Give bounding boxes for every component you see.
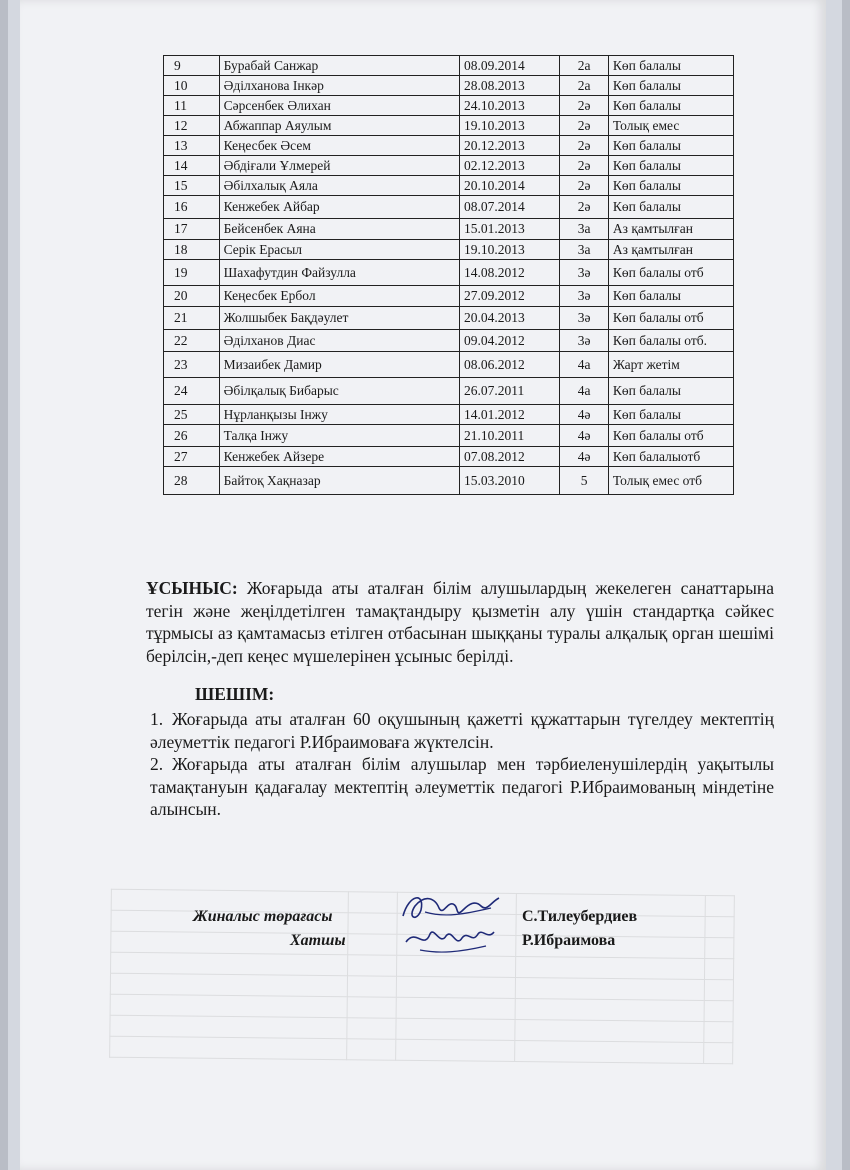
table-row	[164, 260, 734, 286]
row-number-cell: 9	[164, 56, 220, 76]
birth-date-cell: 24.10.2013	[459, 96, 559, 116]
student-name-cell: Серік Ерасыл	[219, 240, 459, 260]
row-number-cell: 19	[164, 260, 220, 286]
birth-date-cell: 08.07.2014	[459, 196, 559, 219]
row-number-cell: 21	[164, 307, 220, 330]
class-cell: 2ә	[560, 96, 609, 116]
category-cell: Көп балалы	[608, 196, 733, 219]
student-name-cell: Байтоқ Хақназар	[219, 467, 459, 495]
row-number-cell: 18	[164, 240, 220, 260]
row-number-cell: 28	[164, 467, 220, 495]
row-number-cell: 27	[164, 447, 220, 467]
student-name-cell: Кеңесбек Ербол	[219, 286, 459, 307]
category-cell: Толық емес отб	[608, 467, 733, 495]
table-row	[164, 116, 734, 136]
row-number-cell: 15	[164, 176, 220, 196]
class-cell: 3а	[560, 240, 609, 260]
table-row	[164, 378, 734, 405]
birth-date-cell: 08.09.2014	[459, 56, 559, 76]
class-cell: 2а	[560, 76, 609, 96]
decision-item-number: 1.	[150, 709, 164, 729]
class-cell: 2а	[560, 56, 609, 76]
chair-title: Жиналыс төрағасы	[193, 908, 333, 925]
category-cell: Жарт жетім	[608, 352, 733, 378]
row-number-cell: 24	[164, 378, 220, 405]
class-cell: 4а	[560, 352, 609, 378]
student-name-cell: Бурабай Санжар	[219, 56, 459, 76]
category-cell: Көп балалы отб.	[608, 330, 733, 352]
birth-date-cell: 07.08.2012	[459, 447, 559, 467]
student-name-cell: Жолшыбек Бақдәулет	[219, 307, 459, 330]
row-number-cell: 11	[164, 96, 220, 116]
recommendation-label: ҰСЫНЫС:	[146, 578, 238, 598]
student-name-cell: Шахафутдин Файзулла	[219, 260, 459, 286]
students-table	[163, 55, 734, 495]
category-cell: Көп балалы	[608, 136, 733, 156]
scan-edge-left	[0, 0, 8, 1170]
birth-date-cell: 27.09.2012	[459, 286, 559, 307]
student-name-cell: Талқа Інжу	[219, 425, 459, 447]
birth-date-cell: 14.01.2012	[459, 405, 559, 425]
secretary-title: Хатшы	[290, 932, 346, 949]
category-cell: Көп балалы	[608, 176, 733, 196]
class-cell: 4ә	[560, 447, 609, 467]
birth-date-cell: 08.06.2012	[459, 352, 559, 378]
category-cell: Аз қамтылған	[608, 219, 733, 240]
class-cell: 3а	[560, 219, 609, 240]
student-name-cell: Әбілқалық Бибарыс	[219, 378, 459, 405]
class-cell: 3ә	[560, 286, 609, 307]
student-name-cell: Абжаппар Аяулым	[219, 116, 459, 136]
class-cell: 4ә	[560, 405, 609, 425]
category-cell: Көп балалыотб	[608, 447, 733, 467]
class-cell: 2ә	[560, 136, 609, 156]
birth-date-cell: 19.10.2013	[459, 116, 559, 136]
birth-date-cell: 09.04.2012	[459, 330, 559, 352]
category-cell: Көп балалы отб	[608, 260, 733, 286]
scan-edge-right	[842, 0, 850, 1170]
recommendation-paragraph	[146, 577, 774, 667]
student-name-cell: Сәрсенбек Әлихан	[219, 96, 459, 116]
table-row	[164, 405, 734, 425]
student-name-cell: Әділханов Диас	[219, 330, 459, 352]
decision-item-1	[150, 708, 774, 753]
student-name-cell: Кенжебек Айзере	[219, 447, 459, 467]
class-cell: 2ә	[560, 156, 609, 176]
secretary-name: Р.Ибраимова	[522, 932, 616, 949]
student-name-cell: Әділханова Інкәр	[219, 76, 459, 96]
class-cell: 2ә	[560, 116, 609, 136]
row-number-cell: 22	[164, 330, 220, 352]
row-number-cell: 20	[164, 286, 220, 307]
category-cell: Көп балалы	[608, 56, 733, 76]
category-cell: Көп балалы	[608, 156, 733, 176]
birth-date-cell: 14.08.2012	[459, 260, 559, 286]
class-cell: 4ә	[560, 425, 609, 447]
birth-date-cell: 20.12.2013	[459, 136, 559, 156]
class-cell: 4а	[560, 378, 609, 405]
category-cell: Көп балалы	[608, 76, 733, 96]
birth-date-cell: 20.10.2014	[459, 176, 559, 196]
student-name-cell: Әбдіғали Ұлмерей	[219, 156, 459, 176]
row-number-cell: 14	[164, 156, 220, 176]
recommendation-text: Жоғарыда аты аталған білім алушылардың жекелеген санаттарына тегін және жеңілдетілген тамақтандыру қызметін алу үшін стандартқа сәйкес тұрмысы аз қамтамасыз етілген отбасынан шыққаны туралы алқалық орган шешімі берілсін,-деп кеңес мүшелерінен ұсыныс берілді.	[146, 578, 774, 666]
class-cell: 2ә	[560, 196, 609, 219]
class-cell: 3ә	[560, 330, 609, 352]
birth-date-cell: 28.08.2013	[459, 76, 559, 96]
row-number-cell: 10	[164, 76, 220, 96]
table-row	[164, 352, 734, 378]
table-row	[164, 156, 734, 176]
category-cell: Көп балалы	[608, 378, 733, 405]
class-cell: 3ә	[560, 307, 609, 330]
table-row	[164, 240, 734, 260]
table-row	[164, 425, 734, 447]
table-row	[164, 196, 734, 219]
category-cell: Көп балалы	[608, 405, 733, 425]
birth-date-cell: 02.12.2013	[459, 156, 559, 176]
chair-name: С.Тилеубердиев	[522, 908, 638, 925]
table-row	[164, 219, 734, 240]
student-name-cell: Бейсенбек Аяна	[219, 219, 459, 240]
birth-date-cell: 21.10.2011	[459, 425, 559, 447]
birth-date-cell: 15.03.2010	[459, 467, 559, 495]
row-number-cell: 25	[164, 405, 220, 425]
student-name-cell: Нұрланқызы Інжу	[219, 405, 459, 425]
student-name-cell: Әбілхалық Аяла	[219, 176, 459, 196]
decision-heading: ШЕШІМ:	[195, 684, 275, 704]
students-table-body	[164, 56, 734, 495]
category-cell: Көп балалы	[608, 286, 733, 307]
birth-date-cell: 15.01.2013	[459, 219, 559, 240]
student-name-cell: Мизаибек Дамир	[219, 352, 459, 378]
table-row	[164, 56, 734, 76]
row-number-cell: 23	[164, 352, 220, 378]
row-number-cell: 26	[164, 425, 220, 447]
category-cell: Көп балалы отб	[608, 425, 733, 447]
class-cell: 2ә	[560, 176, 609, 196]
table-row	[164, 286, 734, 307]
table-row	[164, 96, 734, 116]
table-row	[164, 467, 734, 495]
category-cell: Толық емес	[608, 116, 733, 136]
decision-item-text: Жоғарыда аты аталған білім алушылар мен тәрбиеленушілердің уақытылы тамақтануын қадағалау мектептің әлеуметтік педагогі Р.Ибраимованың міндетіне алынсын.	[150, 754, 774, 819]
student-name-cell: Кенжебек Айбар	[219, 196, 459, 219]
row-number-cell: 13	[164, 136, 220, 156]
table-row	[164, 76, 734, 96]
table-row	[164, 447, 734, 467]
birth-date-cell: 19.10.2013	[459, 240, 559, 260]
table-row	[164, 307, 734, 330]
table-row	[164, 176, 734, 196]
decision-item-2	[150, 753, 774, 821]
birth-date-cell: 20.04.2013	[459, 307, 559, 330]
class-cell: 3ә	[560, 260, 609, 286]
decision-item-text: Жоғарыда аты аталған 60 оқушының қажетті құжаттарын түгелдеу мектептің әлеуметтік педагогі Р.Ибраимоваға жүктелсін.	[150, 709, 774, 752]
student-name-cell: Кеңесбек Әсем	[219, 136, 459, 156]
category-cell: Көп балалы	[608, 96, 733, 116]
class-cell: 5	[560, 467, 609, 495]
row-number-cell: 17	[164, 219, 220, 240]
decision-item-number: 2.	[150, 754, 164, 774]
row-number-cell: 16	[164, 196, 220, 219]
secretary-signature-image	[400, 920, 500, 960]
birth-date-cell: 26.07.2011	[459, 378, 559, 405]
table-row	[164, 136, 734, 156]
category-cell: Көп балалы отб	[608, 307, 733, 330]
table-row	[164, 330, 734, 352]
row-number-cell: 12	[164, 116, 220, 136]
category-cell: Аз қамтылған	[608, 240, 733, 260]
